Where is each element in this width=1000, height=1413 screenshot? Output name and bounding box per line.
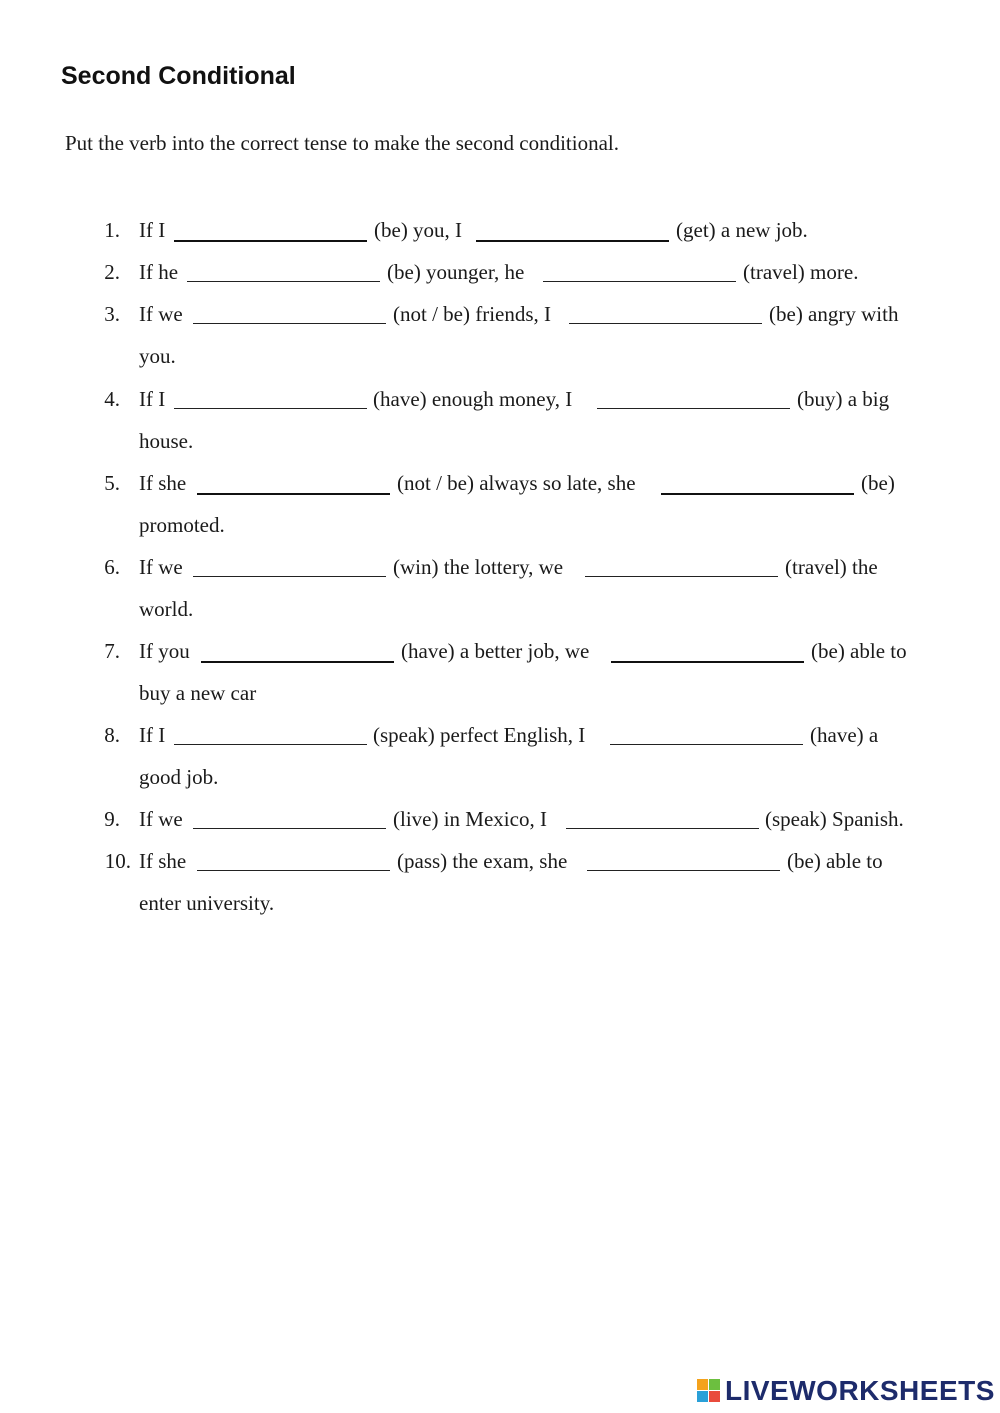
answer-blank[interactable] — [174, 744, 367, 745]
question-text: (get) a new job. — [676, 218, 808, 242]
question-item — [0, 386, 1000, 453]
question-text: (speak) Spanish. — [765, 807, 904, 831]
question-item — [0, 722, 1000, 789]
question-continuation: world. — [139, 597, 194, 621]
question-text: (be) you, I — [374, 218, 463, 242]
question-text: If he — [139, 260, 179, 284]
instructions: Put the verb into the correct tense to make the second conditional. — [65, 131, 619, 155]
question-text: If we — [139, 555, 183, 579]
question-number: 7. — [104, 639, 120, 663]
answer-blank[interactable] — [543, 281, 736, 282]
question-item — [0, 806, 1000, 846]
question-text: (be) angry with — [769, 302, 899, 326]
question-text: If you — [139, 639, 190, 663]
question-text: (have) enough money, I — [373, 387, 573, 411]
question-item — [0, 470, 1000, 537]
question-number: 2. — [104, 260, 120, 284]
answer-blank[interactable] — [610, 744, 803, 745]
answer-blank[interactable] — [193, 323, 386, 324]
answer-blank[interactable] — [174, 240, 367, 242]
question-text: If she — [139, 471, 187, 495]
answer-blank[interactable] — [187, 281, 380, 282]
question-text: (be) able to — [787, 849, 883, 873]
question-item — [0, 638, 1000, 705]
logo-square-icon — [709, 1391, 720, 1402]
answer-blank[interactable] — [201, 661, 394, 663]
answer-blank[interactable] — [174, 408, 367, 409]
question-text: If we — [139, 302, 183, 326]
question-number: 6. — [104, 555, 120, 579]
question-continuation: enter university. — [139, 891, 275, 915]
logo-square-icon — [697, 1379, 708, 1390]
question-text: If she — [139, 849, 187, 873]
answer-blank[interactable] — [587, 870, 780, 871]
question-text: (have) a — [810, 723, 879, 747]
question-number: 9. — [104, 807, 120, 831]
question-text: If we — [139, 807, 183, 831]
question-text: (pass) the exam, she — [397, 849, 568, 873]
answer-blank[interactable] — [597, 408, 790, 409]
question-continuation: house. — [139, 429, 194, 453]
brand-name: LIVEWORKSHEETS — [725, 1375, 995, 1406]
answer-blank[interactable] — [611, 661, 804, 663]
question-text: If I — [139, 218, 166, 242]
question-number: 4. — [104, 387, 120, 411]
logo-square-icon — [697, 1391, 708, 1402]
answer-blank[interactable] — [193, 576, 386, 577]
question-text: (not / be) friends, I — [393, 302, 552, 326]
liveworksheets-logo — [697, 1376, 995, 1406]
question-text: (be) younger, he — [387, 260, 525, 284]
question-text: (be) — [861, 471, 895, 495]
question-text: (travel) more. — [743, 260, 859, 284]
question-number: 3. — [104, 302, 120, 326]
question-text: If I — [139, 387, 166, 411]
logo-square-icon — [709, 1379, 720, 1390]
question-text: (live) in Mexico, I — [393, 807, 547, 831]
question-text: If I — [139, 723, 166, 747]
question-number: 8. — [104, 723, 120, 747]
question-continuation: good job. — [139, 765, 219, 789]
answer-blank[interactable] — [197, 493, 390, 495]
question-item — [0, 217, 1000, 257]
question-continuation: buy a new car — [139, 681, 257, 705]
answer-blank[interactable] — [197, 870, 390, 871]
answer-blank[interactable] — [661, 493, 854, 495]
question-item — [0, 259, 1000, 299]
question-text: (be) able to — [811, 639, 907, 663]
question-item — [0, 848, 1000, 915]
question-text: (buy) a big — [797, 387, 890, 411]
question-text: (have) a better job, we — [401, 639, 590, 663]
question-continuation: you. — [139, 344, 176, 368]
answer-blank[interactable] — [569, 323, 762, 324]
answer-blank[interactable] — [585, 576, 778, 577]
answer-blank[interactable] — [566, 828, 759, 829]
question-item — [0, 554, 1000, 621]
question-text: (win) the lottery, we — [393, 555, 564, 579]
answer-blank[interactable] — [476, 240, 669, 242]
liveworksheets-logo-icon — [697, 1379, 721, 1403]
question-item — [0, 301, 1000, 368]
question-number: 1. — [104, 218, 120, 242]
question-text: (speak) perfect English, I — [373, 723, 586, 747]
question-number: 5. — [104, 471, 120, 495]
question-number: 10. — [104, 849, 131, 873]
page-title: Second Conditional — [61, 62, 296, 90]
question-continuation: promoted. — [139, 513, 225, 537]
question-text: (not / be) always so late, she — [397, 471, 636, 495]
question-text: (travel) the — [785, 555, 878, 579]
answer-blank[interactable] — [193, 828, 386, 829]
